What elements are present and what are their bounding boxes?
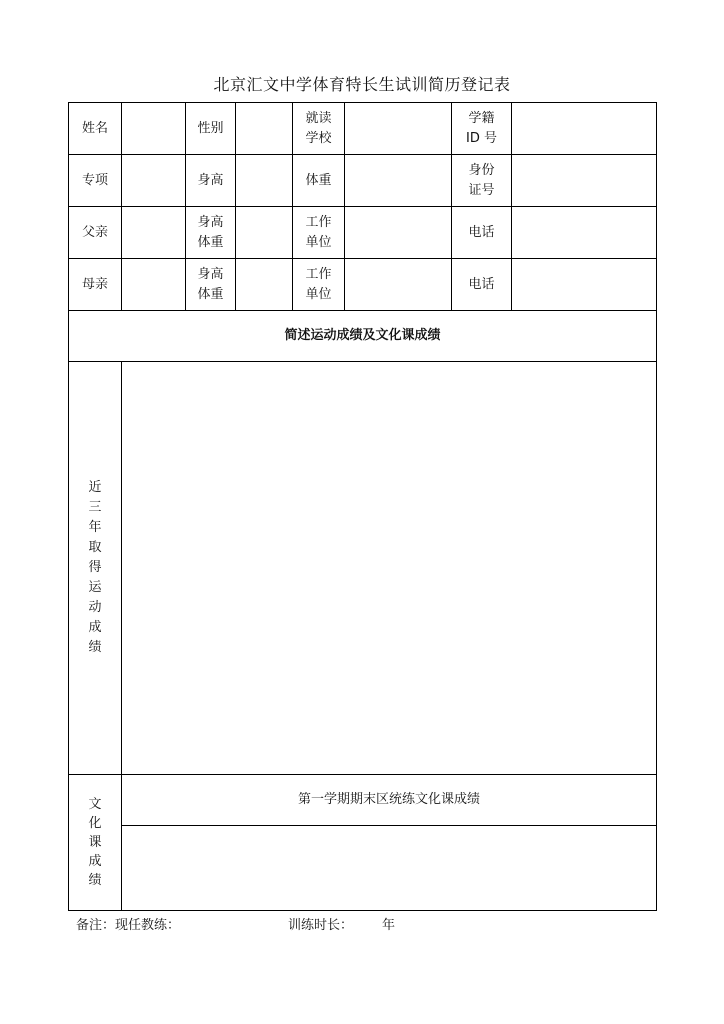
sports-achievements-row xyxy=(69,362,657,775)
culture-grades-row xyxy=(69,826,657,911)
father-name-field[interactable] xyxy=(122,207,186,259)
specialty-field[interactable] xyxy=(122,155,186,207)
student-id-label: 学籍 ID 号 xyxy=(452,103,512,155)
father-label: 父亲 xyxy=(69,207,122,259)
id-number-label: 身份 证号 xyxy=(452,155,512,207)
page-title: 北京汇文中学体育特长生试训简历登记表 xyxy=(213,75,511,94)
weight-label: 体重 xyxy=(293,155,345,207)
specialty-label: 专项 xyxy=(69,155,122,207)
section-title: 简述运动成绩及文化课成绩 xyxy=(69,311,657,362)
school-field[interactable] xyxy=(345,103,452,155)
student-id-field[interactable] xyxy=(512,103,657,155)
father-info-row xyxy=(69,207,657,259)
section-title-row xyxy=(69,311,657,362)
name-label: 姓名 xyxy=(69,103,122,155)
coach-label: 备注：现任教练： xyxy=(76,918,181,933)
father-phone-label: 电话 xyxy=(452,207,512,259)
mother-info-row xyxy=(69,259,657,311)
culture-grades-label: 文 化 课 成 绩 xyxy=(69,775,122,911)
sports-achievements-label: 近 三 年 取 得 运 动 成 绩 xyxy=(69,362,122,775)
school-label: 就读 学校 xyxy=(293,103,345,155)
father-workplace-field[interactable] xyxy=(345,207,452,259)
mother-height-weight-field[interactable] xyxy=(236,259,293,311)
training-duration-label: 训练时长： xyxy=(288,918,354,933)
mother-workplace-field[interactable] xyxy=(345,259,452,311)
gender-field[interactable] xyxy=(236,103,293,155)
father-height-weight-label: 身高 体重 xyxy=(186,207,236,259)
physical-info-row xyxy=(69,155,657,207)
height-field[interactable] xyxy=(236,155,293,207)
mother-phone-label: 电话 xyxy=(452,259,512,311)
mother-phone-field[interactable] xyxy=(512,259,657,311)
father-height-weight-field[interactable] xyxy=(236,207,293,259)
mother-name-field[interactable] xyxy=(122,259,186,311)
student-info-row xyxy=(69,103,657,155)
weight-field[interactable] xyxy=(345,155,452,207)
culture-subheader-row xyxy=(69,775,657,826)
gender-label: 性别 xyxy=(186,103,236,155)
father-workplace-label: 工作 单位 xyxy=(293,207,345,259)
registration-form xyxy=(68,102,657,911)
father-phone-field[interactable] xyxy=(512,207,657,259)
sports-achievements-field[interactable] xyxy=(122,362,657,775)
id-number-field[interactable] xyxy=(512,155,657,207)
year-unit: 年 xyxy=(382,918,396,933)
height-label: 身高 xyxy=(186,155,236,207)
culture-grades-field[interactable] xyxy=(122,826,657,911)
culture-subheader: 第一学期期末区统练文化课成绩 xyxy=(122,775,657,826)
mother-height-weight-label: 身高 体重 xyxy=(186,259,236,311)
mother-label: 母亲 xyxy=(69,259,122,311)
mother-workplace-label: 工作 单位 xyxy=(293,259,345,311)
name-field[interactable] xyxy=(122,103,186,155)
